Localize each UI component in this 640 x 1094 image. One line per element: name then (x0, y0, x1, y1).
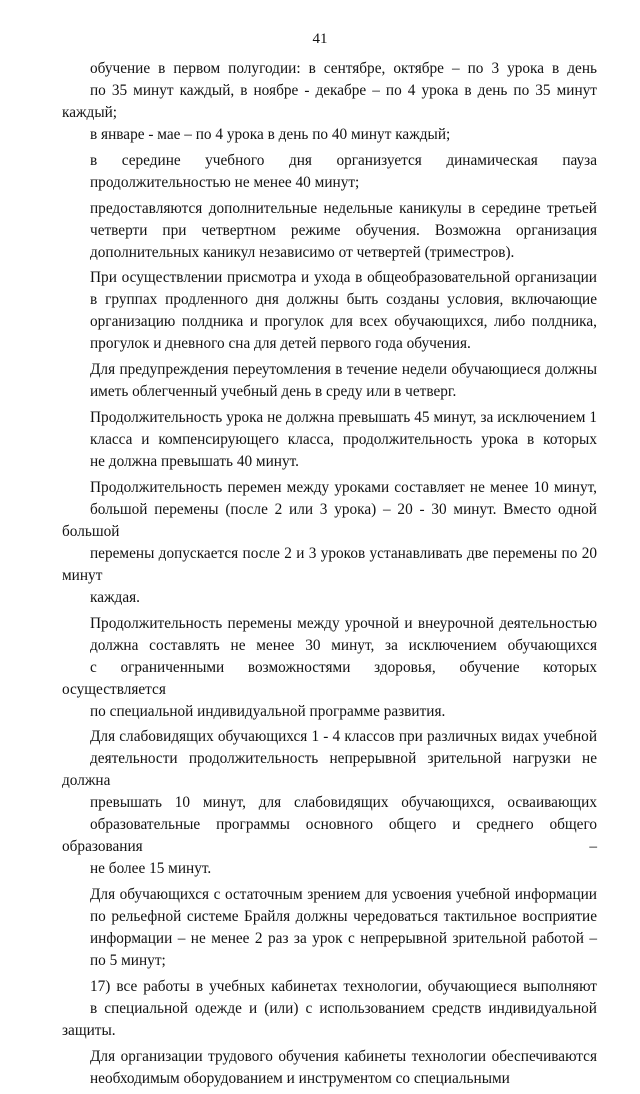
text-line: деятельности продолжительность непрерывной зрительной нагрузки не должна (62, 750, 597, 790)
text-line: 17) все работы в учебных кабинетах технологии, обучающиеся выполняют (90, 977, 597, 995)
text-line: организацию полдника и прогулок для всех обучающихся, либо полдника, (90, 313, 597, 331)
text-line: по рельефной системе Брайля должны чередоваться тактильное восприятие (90, 908, 597, 926)
page-number: 41 (312, 31, 328, 47)
text-line: не должна превышать 40 минут. (90, 452, 299, 470)
text-line: продолжительностью не менее 40 минут; (90, 173, 360, 191)
text-line: в специальной одежде и (или) с использованием средств индивидуальной защиты. (62, 999, 597, 1039)
text-line: обучение в первом полугодии: в сентябре, октябре – по 3 урока в день (90, 60, 597, 77)
text-line: Для слабовидящих обучающихся 1 - 4 классов при различных видах учебной (90, 728, 597, 746)
text-line: Продолжительность перемены между урочной и внеурочной деятельностью (90, 614, 597, 632)
text-line: образовательные программы основного общего и среднего общего образования – (62, 816, 597, 856)
text-line: четверти при четвертном режиме обучения. Возможна организация (90, 221, 597, 239)
text-line: в январе - мае – по 4 урока в день по 40 минут каждый; (90, 126, 451, 143)
text-line: необходимым оборудованием и инструментом со специальными (90, 1069, 510, 1087)
paragraph (62, 359, 597, 403)
text-line: иметь облегченный учебный день в среду или в четверг. (90, 383, 457, 401)
text-line: превышать 10 минут, для слабовидящих обучающихся, осваивающих (90, 794, 597, 812)
text-line: Для организации трудового обучения кабинеты технологии обеспечиваются (90, 1047, 597, 1065)
text-line: Продолжительность перемен между уроками составляет не менее 10 минут, (90, 478, 597, 496)
text-line: класса и компенсирующего класса, продолжительность урока в которых (90, 430, 597, 448)
text-line: по 35 минут каждый, в ноябре - декабре – по 4 урока в день по 35 минут каждый; (62, 82, 597, 121)
text-line: При осуществлении присмотра и ухода в общеобразовательной организации (90, 269, 597, 287)
text-line: перемены допускается после 2 и 3 уроков устанавливать две перемены по 20 минут (62, 544, 597, 584)
text-line: предоставляются дополнительные недельные каникулы в середине третьей (90, 199, 597, 217)
paragraph (62, 58, 597, 146)
paragraph (62, 613, 597, 723)
text-line: Для обучающихся с остаточным зрением для усвоения учебной информации (90, 886, 597, 904)
text-line: по специальной индивидуальной программе развития. (90, 702, 446, 720)
text-line: не более 15 минут. (90, 860, 212, 878)
text-line: с ограниченными возможностями здоровья, обучение которых осуществляется (62, 658, 597, 698)
document-body (62, 58, 597, 1094)
paragraph (62, 267, 597, 355)
text-line: в середине учебного дня организуется динамическая пауза (90, 151, 597, 169)
text-line: каждая. (90, 588, 140, 606)
text-line: Продолжительность урока не должна превышать 45 минут, за исключением 1 (90, 408, 597, 426)
paragraph (62, 884, 597, 972)
text-line: информации – не менее 2 раз за урок с непрерывной зрительной работой – (90, 930, 597, 948)
paragraph (62, 1046, 597, 1090)
text-line: в группах продленного дня должны быть созданы условия, включающие (90, 291, 597, 309)
paragraph (62, 477, 597, 609)
text-line: прогулок и дневного сна для детей первого года обучения. (90, 335, 471, 353)
text-line: большой перемены (после 2 или 3 урока) – 20 - 30 минут. Вместо одной большой (62, 500, 597, 540)
paragraph (62, 726, 597, 880)
paragraph (62, 407, 597, 473)
text-line: дополнительных каникул независимо от четвертей (триместров). (90, 243, 515, 261)
text-line: по 5 минут; (90, 952, 166, 970)
text-line: должна составлять не менее 30 минут, за исключением обучающихся (90, 636, 597, 654)
paragraph (62, 150, 597, 194)
paragraph (62, 976, 597, 1042)
paragraph (62, 198, 597, 264)
text-line: Для предупреждения переутомления в течение недели обучающиеся должны (90, 361, 597, 379)
